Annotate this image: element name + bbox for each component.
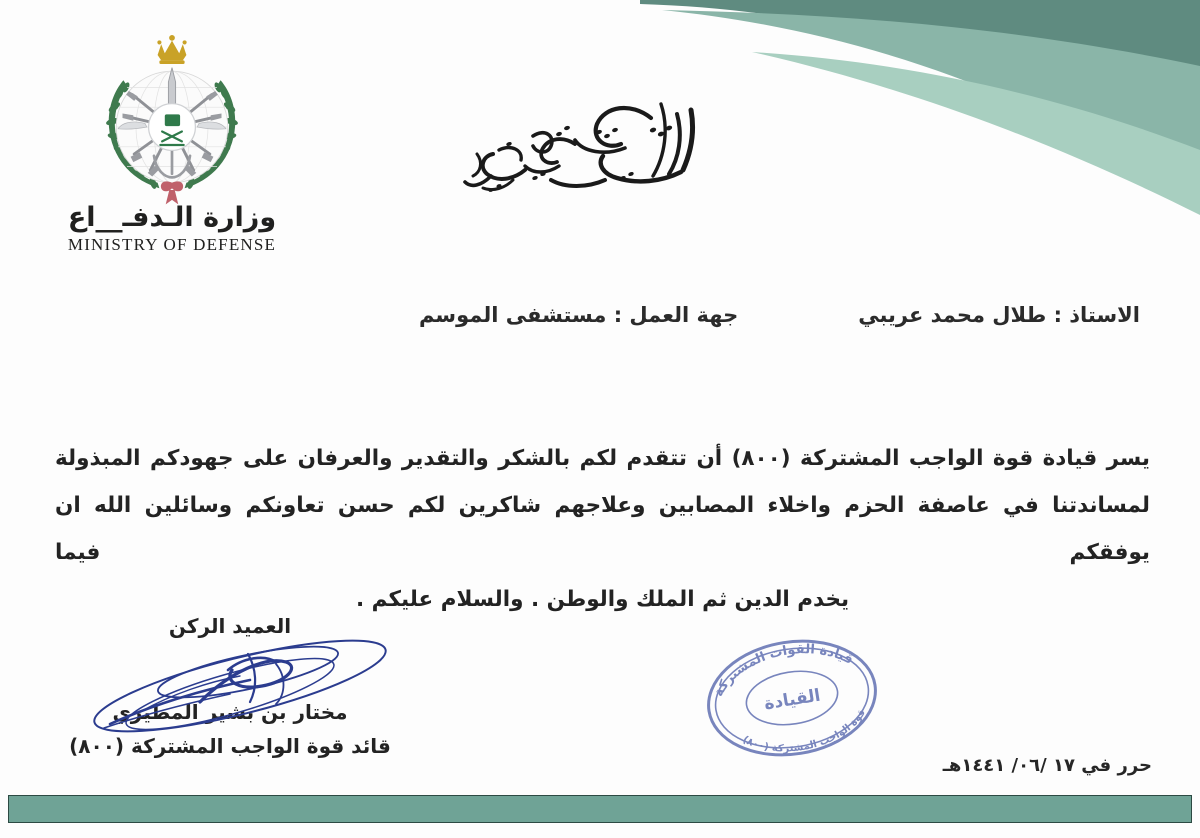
stamp-center-text: القيادة	[762, 685, 822, 715]
body-line-1: يسر قيادة قوة الواجب المشتركة (٨٠٠) أن تتقدم لكم بالشكر والتقدير والعرفان على جهودكم المبذولة	[55, 446, 1150, 471]
signatory-name: مختار بن بشير المطيري	[112, 700, 348, 724]
signature-block	[60, 614, 400, 758]
certificate-title-calligraphy	[455, 88, 735, 208]
handwritten-signature	[80, 620, 400, 750]
svg-text:قيادة القوات المشتركة	[706, 633, 860, 701]
recipient-workplace-label: جهة العمل :	[613, 303, 739, 327]
recipient-workplace-value: مستشفى الموسم	[418, 303, 607, 327]
recipient-name-label: الاستاذ :	[1053, 303, 1140, 327]
issue-date: حرر في ١٧ /٠٦/ ١٤٤١هـ	[942, 755, 1152, 776]
body-line-2: لمساندتنا في عاصفة الحزم واخلاء المصابين وعلاجهم شاكرين لكم حسن تعاونكم وسائلين الله ان يوفقكم فيما	[55, 493, 1150, 565]
official-stamp	[692, 628, 892, 768]
footer-green-bar	[8, 795, 1192, 823]
recipient-row	[60, 303, 1140, 327]
svg-text:قوة الواجب المشتركة (٨٠٠)	[738, 706, 873, 762]
signatory-rank: العميد الركن	[168, 614, 292, 638]
recipient-name-value: طلال محمد عريبي	[858, 303, 1047, 327]
recipient-name-field	[858, 303, 1140, 327]
certificate-body	[55, 435, 1150, 623]
signatory-role: قائد قوة الواجب المشتركة (٨٠٠)	[69, 734, 391, 758]
body-line-3: يخدم الدين ثم الملك والوطن . والسلام عليكم .	[355, 587, 850, 612]
recipient-workplace-field	[419, 303, 738, 327]
ministry-name-arabic: وزارة الـدفـ__اع	[67, 202, 277, 233]
ministry-logo-block	[52, 28, 292, 255]
stamp-bottom-arc-text: قوة الواجب المشتركة (٨٠٠)	[740, 707, 868, 755]
ministry-name-english: MINISTRY OF DEFENSE	[67, 235, 277, 254]
ministry-of-defense-emblem-icon	[82, 28, 262, 208]
stamp-top-arc-text: قيادة القوات المشتركة	[711, 642, 856, 700]
